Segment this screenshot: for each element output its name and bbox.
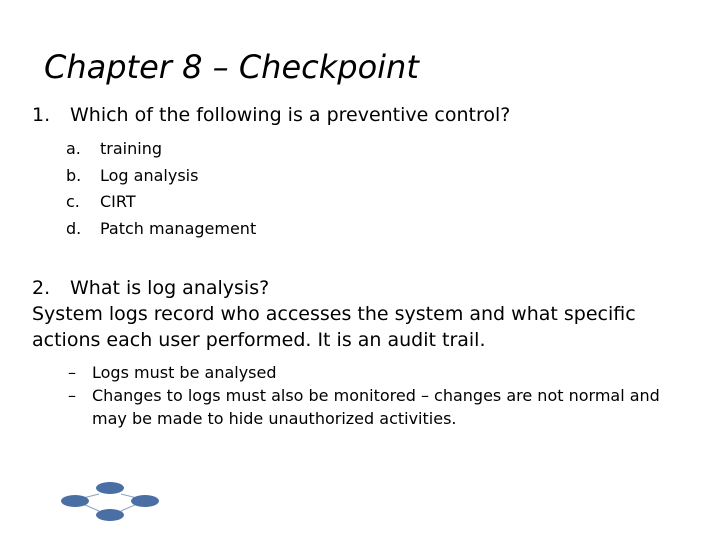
bullet-text: Changes to logs must also be monitored – changes are not normal and may be made to hide unauthorized activities. (92, 386, 660, 428)
question-2-number: 2. (32, 277, 51, 299)
question-2-answer: System logs record who accesses the system and what specific actions each user performed. It is an audit trail. (32, 303, 636, 351)
answer-options (66, 136, 256, 242)
dash-bullet: – (68, 386, 76, 405)
question-1 (32, 104, 510, 126)
bullet-text: Logs must be analysed (92, 363, 277, 382)
option-c (66, 189, 256, 216)
bullet-item (68, 361, 688, 384)
diagram-node-bottom (96, 509, 124, 521)
cycle-arrow (121, 504, 137, 511)
question-1-number: 1. (32, 104, 51, 126)
answer-bullets (68, 361, 688, 430)
question-2 (32, 275, 692, 353)
diagram-node-top (96, 482, 124, 494)
option-letter: c. (66, 192, 80, 211)
option-a (66, 136, 256, 163)
diagram-node-left (61, 495, 89, 507)
option-letter: b. (66, 165, 82, 185)
cycle-diagram-thumbnail (55, 478, 165, 523)
diagram-node-right (131, 495, 159, 507)
question-1-text: Which of the following is a preventive control? (70, 104, 511, 126)
slide-title: Chapter 8 – Checkpoint (44, 48, 419, 86)
option-letter: a. (66, 139, 81, 158)
question-2-heading (32, 275, 692, 301)
option-letter: d. (66, 218, 82, 238)
dash-bullet: – (68, 363, 76, 382)
option-text: CIRT (100, 192, 136, 211)
option-text: Log analysis (100, 165, 199, 185)
option-d (66, 216, 256, 243)
bullet-item (68, 384, 688, 430)
option-text: Patch management (100, 218, 257, 238)
option-b (66, 163, 256, 190)
cycle-arrow (83, 504, 99, 511)
option-text: training (100, 139, 162, 158)
question-2-text: What is log analysis? (70, 277, 270, 299)
